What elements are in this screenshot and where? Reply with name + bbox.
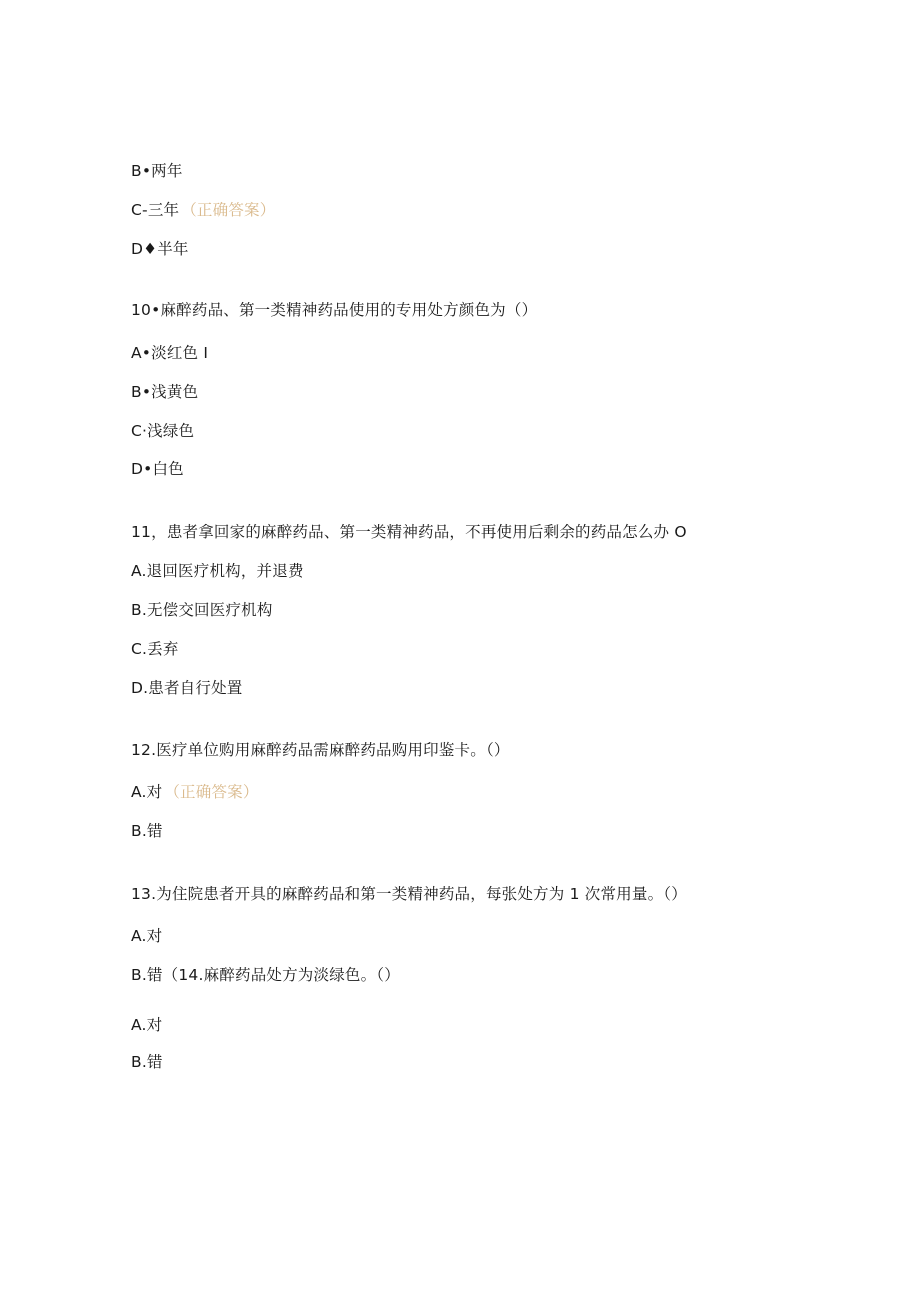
q10-option-a: A•淡红色 I <box>131 344 209 362</box>
q10-option-c: C·浅绿色 <box>131 422 195 440</box>
q9-option-d: D♦半年 <box>131 240 189 258</box>
q12-stem: 12.医疗单位购用麻醉药品需麻醉药品购用印鉴卡。（） <box>131 741 510 759</box>
q14-option-a: A.对 <box>131 1016 163 1034</box>
q12-correct-answer-tag: （正确答案） <box>164 783 259 801</box>
q13-stem: 13.为住院患者开具的麻醉药品和第一类精神药品，每张处方为 1 次常用量。（） <box>131 885 687 903</box>
q11-option-d: D.患者自行处置 <box>131 679 243 697</box>
q10-option-b: B•浅黄色 <box>131 383 199 401</box>
q9-option-b: B•两年 <box>131 162 183 180</box>
q11-option-a: A.退回医疗机构，并退费 <box>131 562 304 580</box>
q12-option-b: B.错 <box>131 822 163 840</box>
q9-option-c <box>131 200 275 220</box>
q11-option-c: C.丢弃 <box>131 640 179 658</box>
q13-option-a: A.对 <box>131 927 163 945</box>
q12-option-a <box>131 782 259 802</box>
q10-option-d: D•白色 <box>131 460 184 478</box>
q9-correct-answer-tag: （正确答案） <box>181 201 276 219</box>
q11-option-b: B.无偿交回医疗机构 <box>131 601 273 619</box>
q14-option-b: B.错 <box>131 1053 163 1071</box>
q13-option-b-q14-stem: B.错（14.麻醉药品处方为淡绿色。（） <box>131 966 400 984</box>
q10-stem: 10•麻醉药品、第一类精神药品使用的专用处方颜色为（） <box>131 301 538 319</box>
q9-option-c-text: C-三年 <box>131 201 180 219</box>
q11-stem: 11，患者拿回家的麻醉药品、第一类精神药品，不再使用后剩余的药品怎么办 O <box>131 523 687 541</box>
q12-option-a-text: A.对 <box>131 783 163 801</box>
